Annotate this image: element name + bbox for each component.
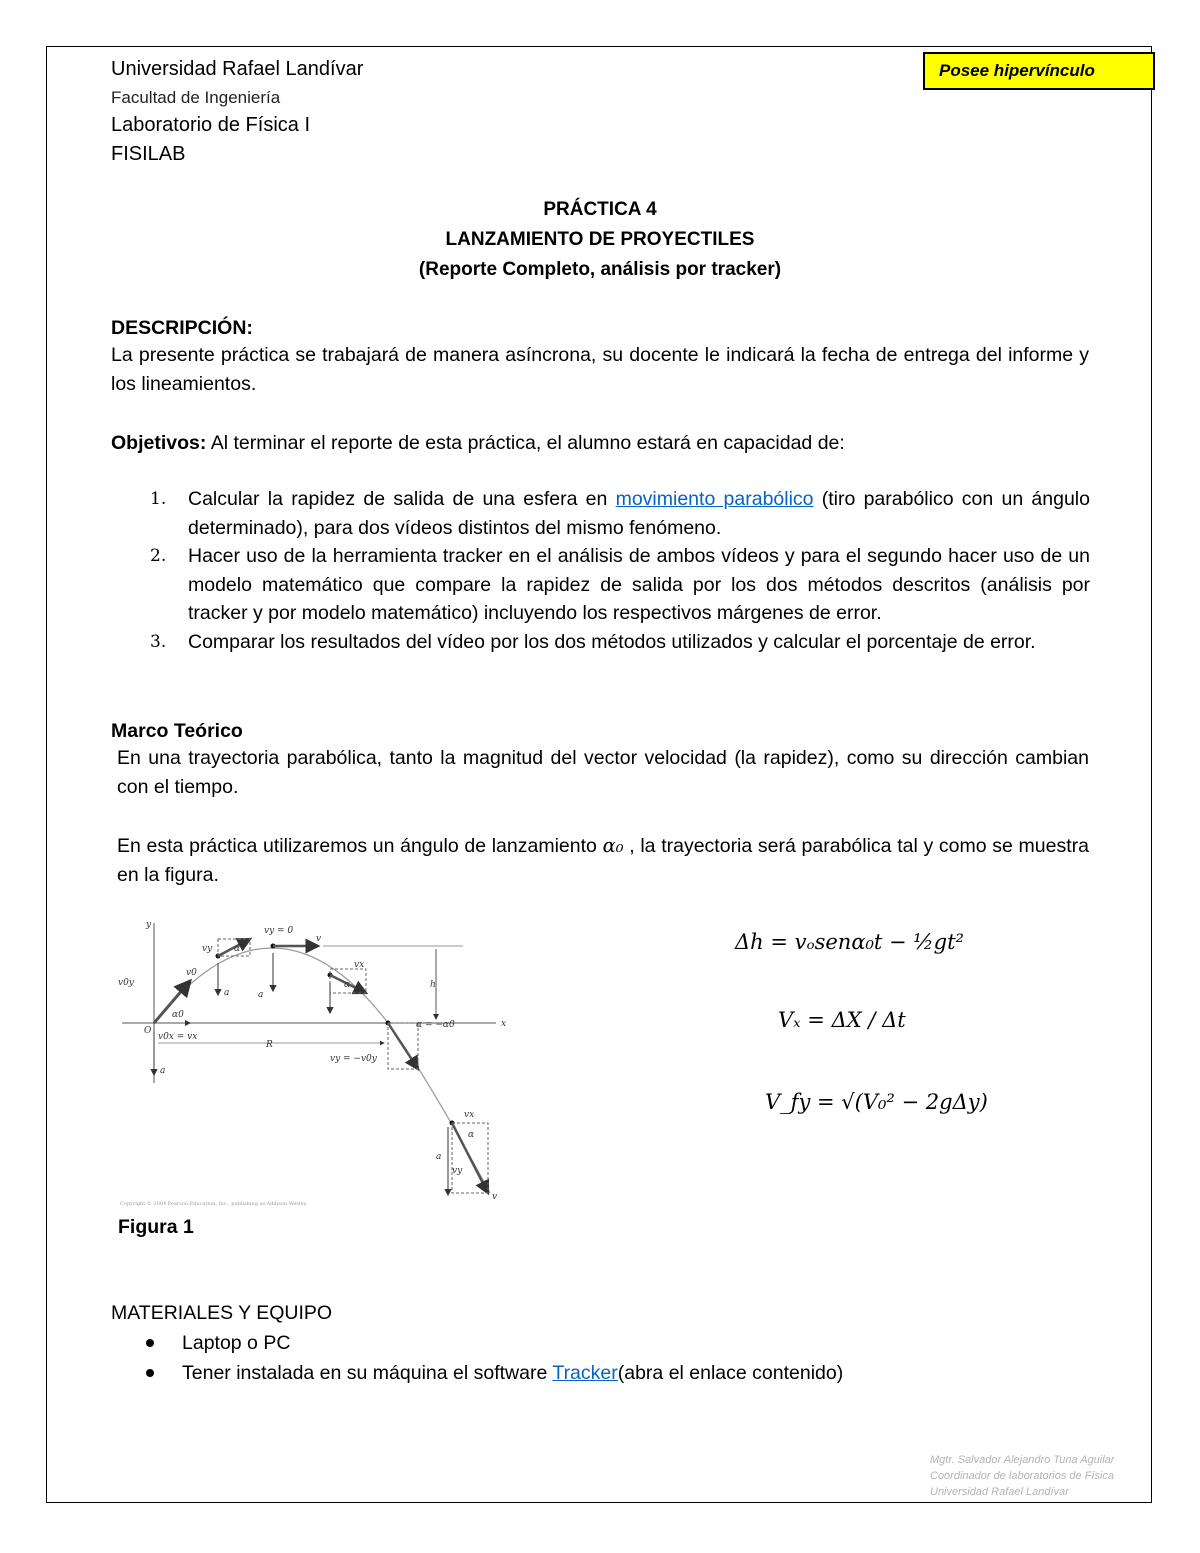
x-axis-label: x [501,1019,507,1029]
vx-label-2: vx [464,1110,475,1120]
objectives-list [150,485,1090,656]
practice-title: LANZAMIENTO DE PROYECTILES [445,229,755,250]
theory-paragraph-2 [117,831,1089,890]
theory-text: , la trayectoria será parabólica tal y como se muestra en la figura. [117,835,1089,886]
v0y-label: v0y [118,978,134,988]
objective-text: Calcular la rapidez de salida de una esfera en [188,488,616,510]
footer-author: Mgtr. Salvador Alejandro Tuna Aguilar [930,1454,1115,1466]
y-axis-label: y [146,920,152,930]
alpha-label-3: α [468,1130,475,1140]
objective-text: (tiro parabólico con un ángulo determinado), para dos vídeos distintos del mismo fenómeno. [188,488,1090,539]
a-label-4: a [436,1152,442,1162]
description-heading: DESCRIPCIÓN: [111,317,253,339]
bullet-icon [146,1339,154,1347]
theory-heading: Marco Teórico [111,720,243,742]
material-text: Tener instalada en su máquina el software [182,1362,553,1384]
materials-heading: MATERIALES Y EQUIPO [111,1302,333,1324]
practice-subtitle: (Reporte Completo, análisis por tracker) [418,259,782,280]
a-label: a [160,1066,166,1076]
material-item-2 [140,1358,843,1388]
hyperlink-badge: Posee hipervínculo [923,52,1155,90]
objective-item-1 [150,485,1090,542]
footer-institution: Universidad Rafael Landívar [930,1486,1069,1498]
alpha-label-1: α [234,944,241,954]
objective-item-2 [150,542,1090,628]
vy-neg-label: vy = −v0y [330,1054,377,1064]
theory-paragraph-1: En una trayectoria parabólica, tanto la magnitud del vector velocidad (la rapidez), como su dirección cambian con el tiempo. [117,747,1089,798]
origin-label: O [144,1026,152,1036]
parabolic-motion-link[interactable]: movimiento parabólico [615,488,814,510]
description-text: La presente práctica se trabajará de manera asíncrona, su docente le indicará la fecha de entrega del informe y los lineamientos. [111,344,1089,395]
R-label: R [266,1040,273,1050]
material-text: Laptop o PC [182,1332,291,1354]
equation-height: Δh = vₒsenα₀t − ½gt² [735,930,964,954]
objective-text: Comparar los resultados del vídeo por los dos métodos utilizados y calcular el porcentaje de error. [188,630,1036,653]
alpha-neg-label: α = −α0 [416,1020,455,1030]
university-name: Universidad Rafael Landívar [111,58,364,80]
figure-caption: Figura 1 [118,1216,194,1238]
v-label-top: v [316,934,322,944]
material-text: (abra el enlace contenido) [617,1362,844,1384]
objective-number: 2. [150,546,167,566]
objectives-intro [111,429,1089,458]
a-label-3: a [258,990,264,1000]
alpha-label-2: α [344,980,351,990]
theory-text: En esta práctica utilizaremos un ángulo de lanzamiento [117,835,603,857]
v-label-bottom: v [492,1192,498,1202]
material-item-1 [140,1328,843,1358]
v0-label: v0 [186,968,197,978]
faculty-name: Facultad de Ingeniería [111,88,281,107]
vy-label-2: vy [452,1166,463,1176]
objective-item-3 [150,628,1090,657]
alpha0-label: α0 [172,1010,184,1020]
lab-name: Laboratorio de Física I [111,114,310,136]
objective-text: Hacer uso de la herramienta tracker en el análisis de ambos vídeos y para el segundo hacer uso de un modelo matemático que compare la rapidez de salida por los dos métodos descritos (análisis por tracker y por modelo matemático) incluyendo los respectivos márgenes de error. [188,545,1090,624]
footer-signature [930,1452,1114,1500]
practice-number: PRÁCTICA 4 [543,199,657,220]
tracker-link[interactable]: Tracker [552,1362,618,1384]
a-label-2: a [224,988,230,998]
lab-code: FISILAB [111,143,186,165]
v0x-label: v0x = vx [158,1032,198,1042]
projectile-figure [118,913,518,1207]
equation-vx: Vₓ = ΔX / Δt [778,1008,906,1032]
footer-role: Coordinador de laboratorios de Física [930,1470,1115,1482]
alpha-symbol: α₀ [602,834,624,857]
objective-number: 3. [150,631,167,652]
vy-zero-label: vy = 0 [264,926,294,936]
vx-label-1: vx [354,960,365,970]
figure-copyright: Copyright © 2004 Pearson Education, Inc., publishing as Addison Wesley. [120,1201,308,1207]
materials-list [140,1328,843,1388]
objectives-label: Objetivos: [111,432,207,454]
objectives-intro-text: Al terminar el reporte de esta práctica, el alumno estará en capacidad de: [206,432,845,454]
bullet-icon [146,1369,154,1377]
objective-number: 1. [150,489,167,509]
equation-vfy: V_fy = √(V₀² − 2gΔy) [765,1090,988,1114]
vy-label-1: vy [202,944,213,954]
h-label: h [430,980,436,990]
